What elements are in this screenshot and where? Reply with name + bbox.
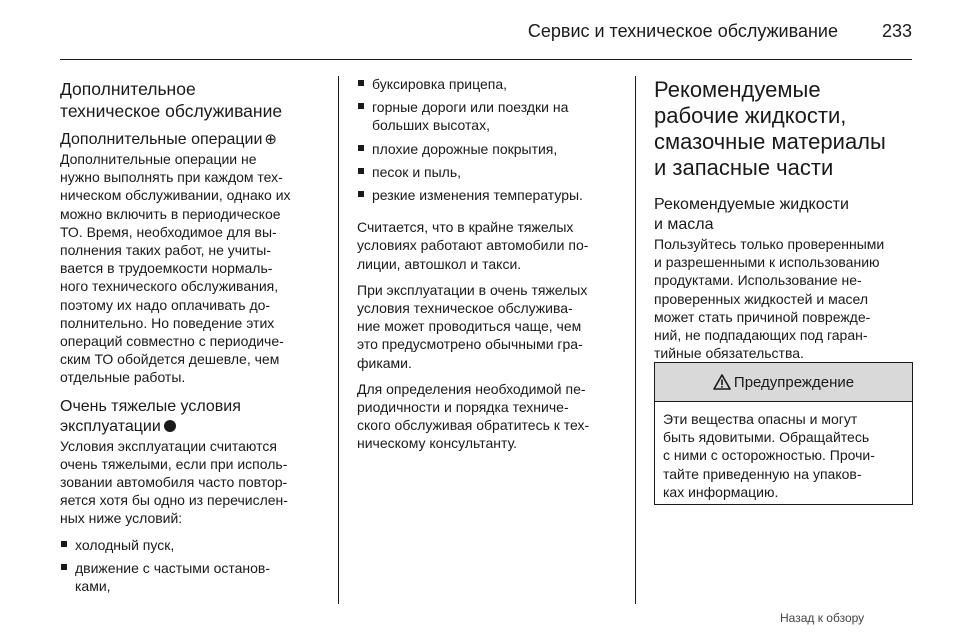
text-line: быть ядовитыми. Обращайтесь	[663, 429, 870, 446]
title-line: рабочие жидкости,	[654, 103, 847, 128]
title-line: и масла	[654, 216, 714, 233]
list-item-text: холодный пуск,	[75, 536, 175, 553]
title-line: техническое обслуживание	[60, 100, 283, 121]
bullet-square-icon	[61, 541, 67, 547]
title-line: Рекомендуемые	[654, 77, 821, 102]
title-line: Очень тяжелые условия	[60, 397, 241, 415]
warning-title: Предупреждение	[733, 373, 855, 391]
section-title-additional-maintenance	[60, 79, 326, 122]
text-line: поэтому их надо оплачивать до-	[60, 296, 271, 313]
list-item-text: песок и пыль,	[372, 163, 462, 180]
bullet-square-icon	[358, 191, 364, 197]
text-line: операций совместно с периодиче-	[60, 333, 284, 350]
column-divider-2	[635, 76, 636, 604]
text-line: ние может проводиться чаще, чем	[357, 318, 582, 335]
list-item	[357, 140, 621, 158]
text-line: ским ТО обойдется дешевле, чем	[60, 351, 280, 368]
text-line: Эти вещества опасны и могут	[663, 411, 858, 427]
subsection-title-fluids-oils	[654, 195, 916, 235]
text-line: ний, не подпадающих под гаран-	[654, 327, 868, 344]
back-to-overview-link[interactable]: Назад к обзору	[780, 611, 865, 625]
column-2	[357, 75, 621, 453]
text-line: При эксплуатации в очень тяжелых	[357, 281, 588, 298]
filled-circle-icon	[164, 420, 176, 432]
list-item	[357, 163, 621, 181]
text-line: ТО. Время, необходимое для вы-	[60, 223, 277, 240]
text-line: очень тяжелыми, если при исполь-	[60, 455, 288, 472]
text-line: ническому консультанту.	[357, 435, 518, 452]
bullet-square-icon	[358, 80, 364, 86]
paragraph-contact-consultant	[357, 380, 621, 453]
text-line: может стать причиной поврежде-	[654, 308, 871, 325]
text-line: Пользуйтесь только проверенными	[654, 236, 885, 252]
header-divider	[60, 59, 912, 60]
list-item	[357, 98, 621, 134]
header-title: Сервис и техническое обслуживание	[527, 21, 838, 41]
list-item	[357, 186, 621, 204]
list-item-text: буксировка прицепа,	[372, 76, 508, 92]
title-line: Рекомендуемые жидкости	[654, 196, 849, 213]
text-line: яется хотя бы одно из перечислен-	[60, 492, 288, 509]
title-line: эксплуатации	[60, 417, 161, 435]
bullet-square-icon	[358, 145, 364, 151]
list-item	[60, 536, 326, 554]
paragraph-use-approved-products	[654, 235, 916, 362]
warning-triangle-icon	[713, 374, 731, 390]
list-item-text: резкие изменения температуры.	[372, 187, 583, 204]
text-line: вается в трудоемкости нормаль-	[60, 260, 273, 277]
list-item	[60, 559, 326, 595]
subsection-title-text: Дополнительные операции	[60, 131, 263, 148]
text-line: Считается, что в крайне тяжелых	[357, 219, 574, 236]
text-line: зовании автомобиля часто повтор-	[60, 474, 288, 491]
subsection-title-severe-conditions	[60, 397, 326, 437]
text-line: можно включить в периодическое	[60, 205, 281, 222]
page-number: 233	[882, 21, 913, 41]
warning-text	[655, 402, 912, 501]
circled-plus-icon: ⊕	[264, 131, 277, 148]
warning-box	[654, 362, 913, 505]
list-item	[357, 75, 621, 93]
text-line: условия техническое обслужива-	[357, 300, 573, 317]
text-line: полнения таких работ, не учиты-	[60, 242, 272, 259]
text-line: проверенных жидкостей и масел	[654, 290, 868, 307]
text-line: тийные обязательства.	[654, 345, 804, 362]
text-line: ках информацию.	[663, 483, 779, 500]
paragraph-additional-operations	[60, 150, 326, 387]
list-item-text: больших высотах,	[372, 117, 490, 134]
text-line: риодичности и порядка техниче-	[357, 399, 569, 416]
text-line: тайте приведенную на упаков-	[663, 465, 862, 482]
text-line: продуктами. Использование не-	[654, 272, 862, 289]
text-line: ного технического обслуживания,	[60, 278, 279, 295]
text-line: отдельные работы.	[60, 369, 186, 386]
text-line: Для определения необходимой пе-	[357, 380, 586, 397]
paragraph-severe-vehicles	[357, 218, 621, 273]
text-line: условиях работают автомобили по-	[357, 237, 589, 254]
text-line: Условия эксплуатации считаются	[60, 437, 277, 454]
text-line: ных ниже условий:	[60, 510, 183, 527]
column-divider-1	[338, 76, 339, 604]
text-line: и разрешенными к использованию	[654, 254, 880, 271]
title-line: и запасные части	[654, 155, 834, 180]
text-line: Дополнительные операции не	[60, 151, 257, 167]
title-line: смазочные материалы	[654, 129, 886, 154]
text-line: ского обслуживая обратитесь к тех-	[357, 417, 590, 434]
bullet-square-icon	[358, 168, 364, 174]
list-item-text: движение с частыми останов-	[75, 559, 271, 576]
text-line: фиками.	[357, 354, 412, 371]
list-item-text: ками,	[75, 578, 111, 595]
text-line: нужно выполнять при каждом тех-	[60, 169, 283, 186]
text-line: с ними с осторожностью. Прочи-	[663, 447, 875, 464]
subsection-title-additional-operations	[60, 130, 326, 150]
bullet-square-icon	[358, 103, 364, 109]
bullet-square-icon	[61, 564, 67, 570]
title-line: Дополнительное	[60, 79, 196, 99]
paragraph-frequent-service	[357, 281, 621, 372]
list-item-text: горные дороги или поездки на	[372, 99, 569, 116]
list-item-text: плохие дорожные покрытия,	[372, 140, 558, 157]
text-line: ническом обслуживании, однако их	[60, 187, 291, 204]
column-3	[654, 77, 916, 362]
warning-header	[655, 363, 912, 402]
text-line: это предусмотрено обычными гра-	[357, 336, 583, 353]
paragraph-severe-conditions	[60, 437, 326, 528]
text-line: полнительно. Но поведение этих	[60, 314, 275, 331]
text-line: лиции, автошкол и такси.	[357, 255, 522, 272]
column-1	[60, 79, 326, 595]
section-title-recommended-fluids	[654, 77, 916, 181]
